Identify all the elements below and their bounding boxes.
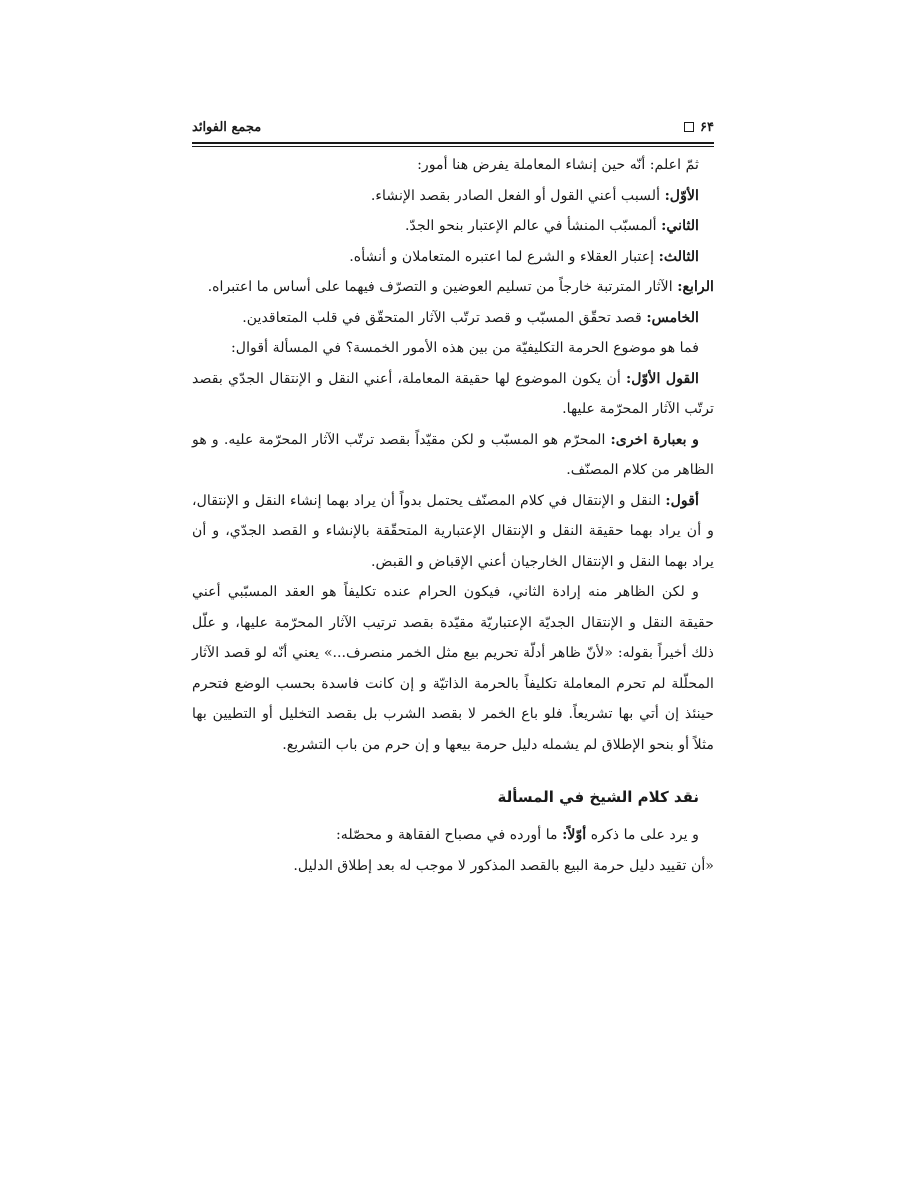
list-item-first <box>192 181 714 212</box>
list-item-text: ألسبب أعني القول أو الفعل الصادر بقصد الإنشاء. <box>370 187 665 204</box>
header-rule <box>192 142 714 147</box>
question-paragraph: فما هو موضوع الحرمة التكليفيّة من بين هذه الأمور الخمسة؟ في المسألة أقوال: <box>231 340 699 356</box>
intro-paragraph: ثمّ اعلم: أنّه حين إنشاء المعاملة يفرض هنا أمور: <box>417 157 699 173</box>
analysis-paragraph: و لكن الظاهر منه إرادة الثاني، فيكون الحرام عنده تكليفاً هو العقد المسبّبي أعني حقيقة النقل و الإنتقال الجديّة الإعتباريّة مقيّدة بقصد ترتيب الآثار المحرّمة عليها، و علّل ذلك أخيراً بقوله: «لأنّ ظاهر أدلّة تحريم بيع مثل الخمر منصرف...» يعني أنّه لو قصد الآثار المحلّلة لم تحرم المعاملة تكليفاً بالحرمة الذاتيّة و إن كانت فاسدة بحسب الوضع فتحرم حينئذ إن أتي بها تشريعاً. فلو باع الخمر لا بقصد الشرب بل بقصد التخليل أو التطيين بها مثلاً أو بنحو الإطلاق لم يشمله دليل حرمة بيعها و إن حرم من باب التشريع. <box>192 584 714 753</box>
reply-paragraph <box>192 820 714 851</box>
list-item-label: الثاني: <box>661 218 699 234</box>
list-item-second <box>192 211 714 242</box>
list-item-text: قصد تحقّق المسبّب و قصد ترتّب الآثار المتحقّق في قلب المتعاقدين. <box>242 309 647 326</box>
paragraph-text: ما أورده في مصباح الفقاهة و محصّله: <box>335 827 563 843</box>
paragraph-text: النقل و الإنتقال في كلام المصنّف يحتمل بدواً أن يراد بهما إنشاء النقل و الإنتقال، و أن يراد بهما حقيقة النقل و الإنتقال الإعتبارية المتحقّقة بالإنشاء و القصد الجدّي، و أن يراد بهما النقل و الإنتقال الخارجيان أعني الإقباض و القبض. <box>192 492 714 570</box>
first-opinion-paragraph <box>192 364 714 425</box>
list-item-label: الرابع: <box>677 279 714 295</box>
page-body <box>192 150 714 881</box>
page-number-text: ۶۴ <box>700 119 714 135</box>
section-heading: نقد كلام الشيخ في المسألة <box>497 788 699 806</box>
list-item-label: الأوّل: <box>664 187 699 204</box>
paragraph-text: و يرد على ما ذكره <box>586 827 699 843</box>
paragraph-text: أن يكون الموضوع لها حقيقة المعاملة، أعني النقل و الإنتقال الجدّي بقصد ترتّب الآثار المحرّمة عليها. <box>192 370 714 417</box>
running-title: مجمع الفوائد <box>192 119 262 135</box>
list-item-third <box>192 242 714 273</box>
paragraph-label: أوّلاً: <box>562 827 587 843</box>
paragraph-label: و بعبارة اخرى: <box>610 431 699 448</box>
author-comment-paragraph <box>192 486 714 578</box>
quote-paragraph: «أن تقييد دليل حرمة البيع بالقصد المذكور لا موجب له بعد إطلاق الدليل. <box>293 857 714 874</box>
list-item-text: إعتبار العقلاء و الشرع لما اعتبره المتعاملان و أنشأه. <box>349 248 659 265</box>
paragraph-label: أقول: <box>665 492 699 509</box>
list-item-label: الخامس: <box>646 309 699 326</box>
alternative-phrasing-paragraph <box>192 425 714 486</box>
list-item-label: الثالث: <box>658 248 699 265</box>
list-item-fourth <box>192 272 714 303</box>
list-item-text: ألمسبّب المنشأ في عالم الإعتبار بنحو الجدّ. <box>404 218 662 234</box>
square-icon <box>684 122 694 132</box>
page-header <box>192 114 714 140</box>
page-number <box>684 120 714 135</box>
paragraph-label: القول الأوّل: <box>625 370 700 387</box>
list-item-text: الآثار المترتبة خارجاً من تسليم العوضين و التصرّف فيهما على أساس ما اعتبراه. <box>207 279 678 295</box>
list-item-fifth <box>192 303 714 334</box>
paragraph-text: المحرّم هو المسبّب و لكن مقيّداً بقصد ترتّب الآثار المحرّمة عليه. و هو الظاهر من كلام المصنّف. <box>192 431 714 478</box>
